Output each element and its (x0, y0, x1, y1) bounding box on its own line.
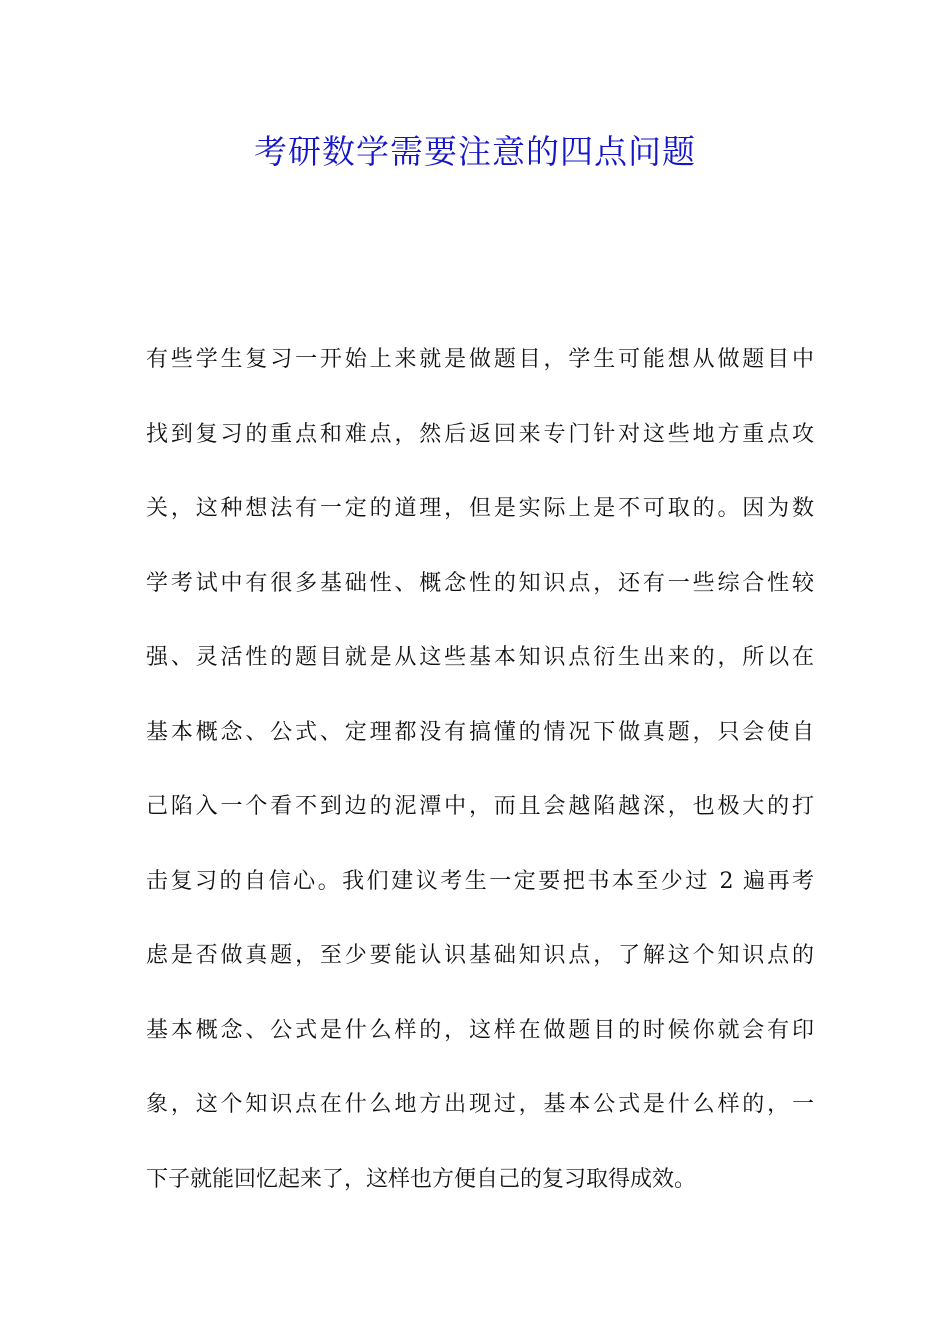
paragraph-line: 基本概念、公式是什么样的，这样在做题目的时候你就会有印 (146, 1017, 814, 1043)
paragraph-line: 基本概念、公式、定理都没有搞懂的情况下做真题，只会使自 (146, 719, 814, 745)
paragraph-line: 下子就能回忆起来了，这样也方便自己的复习取得成效。 (146, 1166, 697, 1192)
paragraph-line: 学考试中有很多基础性、概念性的知识点，还有一些综合性较 (146, 570, 814, 596)
paragraph-line: 虑是否做真题，至少要能认识基础知识点，了解这个知识点的 (146, 943, 814, 968)
paragraph-line: 关，这种想法有一定的道理，但是实际上是不可取的。因为数 (146, 496, 814, 521)
paragraph-line: 己陷入一个看不到边的泥潭中，而且会越陷越深，也极大的打 (146, 794, 814, 819)
body-paragraph (146, 338, 814, 1232)
paragraph-line: 象，这个知识点在什么地方出现过，基本公式是什么样的，一 (146, 1092, 814, 1117)
paragraph-line: 强、灵活性的题目就是从这些基本知识点衍生出来的，所以在 (146, 645, 814, 670)
paragraph-line: 有些学生复习一开始上来就是做题目，学生可能想从做题目中 (146, 347, 814, 372)
paragraph-line: 击复习的自信心。我们建议考生一定要把书本至少过 2 遍再考 (146, 868, 814, 894)
paragraph-line: 找到复习的重点和难点，然后返回来专门针对这些地方重点攻 (146, 421, 814, 447)
document-title: 考研数学需要注意的四点问题 (254, 132, 696, 171)
